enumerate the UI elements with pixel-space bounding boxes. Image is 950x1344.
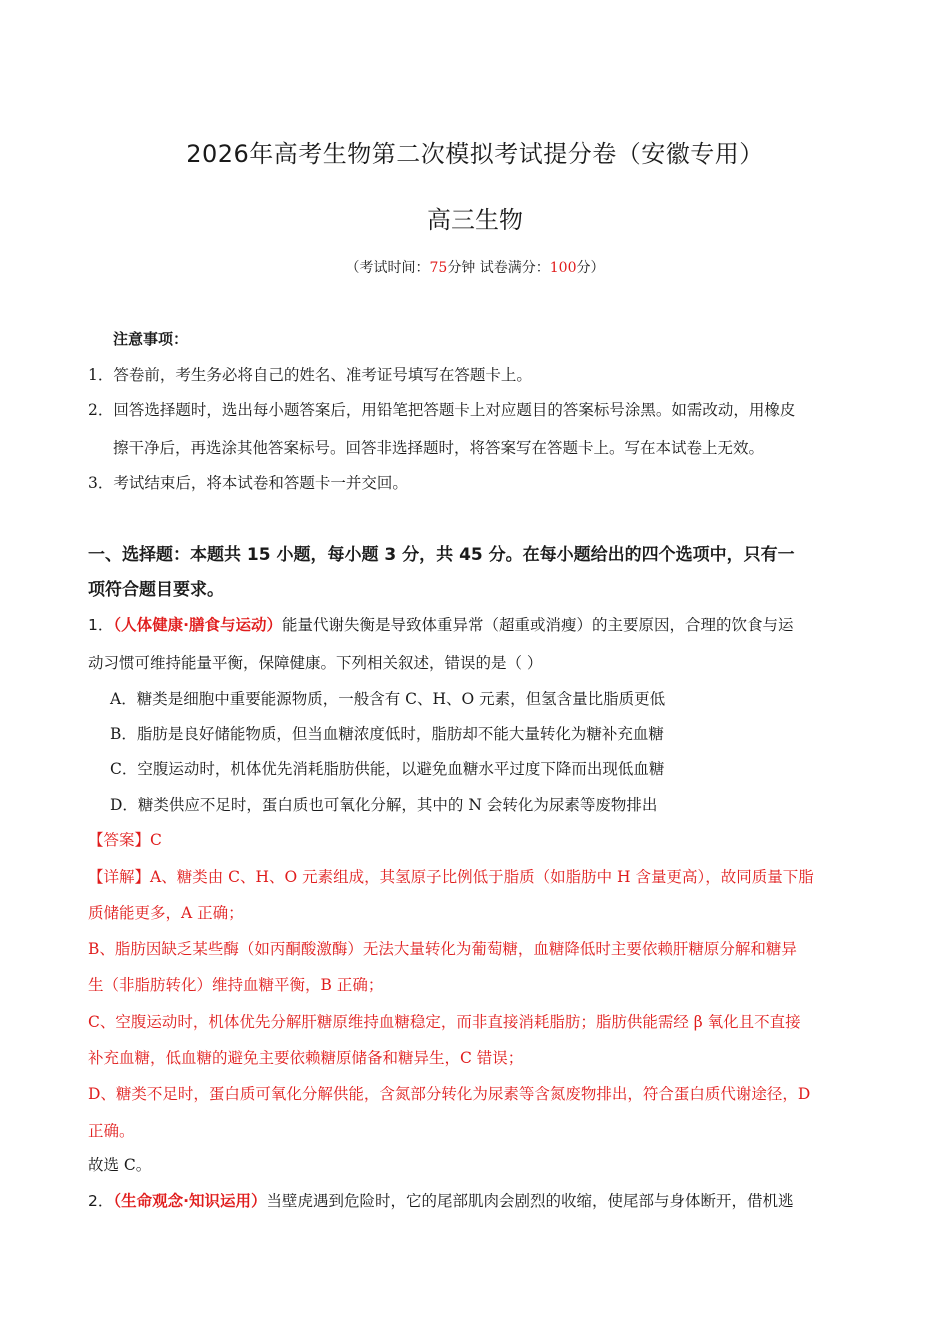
answer-line: 【答案】C [88, 831, 162, 849]
notice-item-continued: 擦干净后，再选涂其他答案标号。回答非选择题时，将答案写在答题卡上。写在本试卷上无效。 [113, 439, 765, 457]
exam-time-value: 75 [429, 260, 448, 276]
notice-item-text: 答卷前，考生务必将自己的姓名、准考证号填写在答题卡上。 [113, 366, 532, 384]
question-tag: （生命观念·知识运用） [113, 1192, 267, 1210]
question-1-stem-continued: 动习惯可维持能量平衡，保障健康。下列相关叙述，错误的是（ ） [88, 654, 543, 672]
question-stem-text: 当壁虎遇到危险时，它的尾部肌肉会剧烈的收缩，使尾部与身体断开，借机逃 [266, 1192, 794, 1210]
question-1-stem [88, 613, 794, 635]
option-b: B．脂肪是良好储能物质，但当血糖浓度低时，脂肪却不能大量转化为糖补充血糖 [110, 725, 664, 743]
section-heading: 一、选择题：本题共 15 小题，每小题 3 分，共 45 分。在每小题给出的四个选项中，只有一 [88, 545, 795, 565]
detail-line: C、空腹运动时，机体优先分解肝糖原维持血糖稳定，而非直接消耗脂肪；脂肪供能需经 β 氧化且不直接 [88, 1013, 801, 1031]
notice-item-num: 2． [88, 401, 114, 419]
detail-line: D、糖类不足时，蛋白质可氧化分解供能，含氮部分转化为尿素等含氮废物排出，符合蛋白质代谢途径，D [88, 1085, 811, 1103]
notice-title: 注意事项： [113, 330, 189, 348]
exam-score-suffix: 分） [576, 260, 605, 276]
exam-time-label: （考试时间： [345, 260, 430, 276]
detail-line: 生（非脂肪转化）维持血糖平衡，B 正确； [88, 976, 384, 994]
notice-item [88, 471, 408, 493]
page-title: 2026年高考生物第二次模拟考试提分卷（安徽专用） [186, 140, 764, 168]
detail-line: 正确。 [88, 1122, 135, 1140]
question-2-stem [88, 1189, 794, 1211]
section-heading-continued: 项符合题目要求。 [88, 580, 224, 600]
detail-line: B、脂肪因缺乏某些酶（如丙酮酸激酶）无法大量转化为葡萄糖，血糖降低时主要依赖肝糖原分解和糖异 [88, 940, 797, 958]
page-subtitle: 高三生物 [427, 206, 523, 234]
option-d: D．糖类供应不足时，蛋白质也可氧化分解，其中的 N 会转化为尿素等废物排出 [110, 796, 658, 814]
option-c: C．空腹运动时，机体优先消耗脂肪供能，以避免血糖水平过度下降而出现低血糖 [110, 760, 665, 778]
notice-item-num: 1． [88, 366, 114, 384]
detail-line: 质储能更多，A 正确； [88, 904, 244, 922]
detail-conclusion: 故选 C。 [88, 1156, 152, 1174]
question-tag: （人体健康·膳食与运动） [113, 616, 283, 634]
notice-item-text: 考试结束后，将本试卷和答题卡一并交回。 [113, 474, 408, 492]
detail-line: 【详解】A、糖类由 C、H、O 元素组成，其氢原子比例低于脂质（如脂肪中 H 含量更高），故同质量下脂 [88, 868, 814, 886]
exam-score-label: 分钟 试卷满分： [447, 260, 550, 276]
exam-info [0, 257, 950, 277]
notice-item-num: 3． [88, 474, 114, 492]
notice-item-text: 回答选择题时，选出每小题答案后，用铅笔把答题卡上对应题目的答案标号涂黑。如需改动，用橡皮 [113, 401, 796, 419]
question-number: 1． [88, 616, 114, 634]
detail-line: 补充血糖，低血糖的避免主要依赖糖原储备和糖异生，C 错误； [88, 1049, 524, 1067]
question-number: 2． [88, 1192, 114, 1210]
notice-item [88, 363, 532, 385]
notice-item [88, 398, 795, 420]
question-stem-text: 能量代谢失衡是导致体重异常（超重或消瘦）的主要原因，合理的饮食与运 [282, 616, 794, 634]
option-a: A．糖类是细胞中重要能源物质，一般含有 C、H、O 元素，但氢含量比脂质更低 [110, 690, 666, 708]
exam-score-value: 100 [549, 260, 577, 276]
